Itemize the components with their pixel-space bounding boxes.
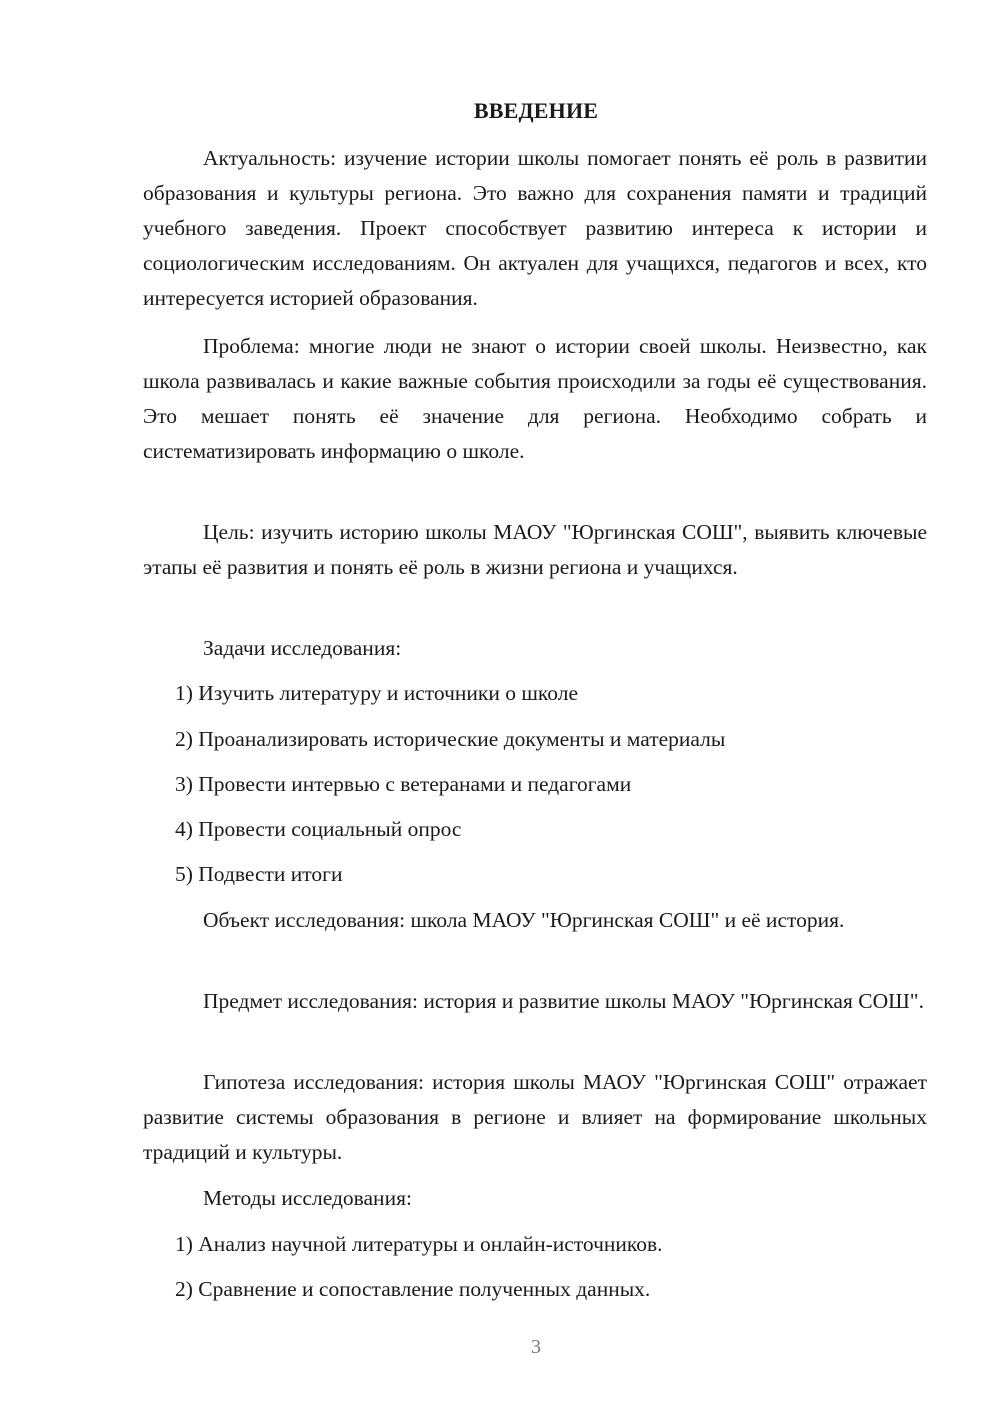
task-item	[143, 767, 927, 802]
paragraph-problem	[143, 329, 927, 469]
relevance-text: Актуальность: изучение истории школы помогает понять её роль в развитии образования и культуры региона. Это важно для сохранения памяти и традиций учебного заведения. Проект способствует развитию интереса к истории и социологическим исследованиям. Он актуален для учащихся, педагогов и всех, кто интересуется историей образования.	[143, 146, 927, 310]
task-item	[143, 812, 927, 847]
method-item-text: 2) Сравнение и сопоставление полученных данных.	[175, 1277, 651, 1301]
method-item-text: 1) Анализ научной литературы и онлайн-источников.	[175, 1232, 663, 1256]
paragraph-goal	[143, 515, 927, 585]
task-item-text: 5) Подвести итоги	[175, 862, 343, 886]
paragraph-object	[143, 903, 927, 938]
page-number: 3	[531, 1336, 541, 1358]
task-item-text: 1) Изучить литературу и источники о школе	[175, 681, 579, 705]
paragraph-hypothesis	[143, 1065, 927, 1170]
paragraph-subject	[143, 984, 927, 1019]
page-title: ВВЕДЕНИЕ	[473, 98, 599, 123]
method-item	[143, 1272, 927, 1307]
task-item-text: 4) Провести социальный опрос	[175, 817, 462, 841]
task-item	[143, 676, 927, 711]
methods-heading-text: Методы исследования:	[203, 1186, 412, 1210]
goal-text: Цель: изучить историю школы МАОУ "Юргинская СОШ", выявить ключевые этапы её развития и понять её роль в жизни региона и учащихся.	[143, 520, 927, 579]
task-item-text: 2) Проанализировать исторические документы и материалы	[175, 727, 726, 751]
hypothesis-text: Гипотеза исследования: история школы МАОУ "Юргинская СОШ" отражает развитие системы образования в регионе и влияет на формирование школьных традиций и культуры.	[143, 1070, 927, 1164]
method-item	[143, 1227, 927, 1262]
task-item	[143, 857, 927, 892]
problem-text: Проблема: многие люди не знают о истории своей школы. Неизвестно, как школа развивалась и какие важные события происходили за годы её существования. Это мешает понять её значение для региона. Необходимо собрать и систематизировать информацию о школе.	[143, 334, 927, 463]
paragraph-relevance	[143, 141, 927, 316]
methods-heading	[143, 1181, 927, 1216]
subject-text: Предмет исследования: история и развитие школы МАОУ "Юргинская СОШ".	[203, 989, 924, 1013]
task-item-text: 3) Провести интервью с ветеранами и педагогами	[175, 772, 632, 796]
tasks-heading	[143, 631, 927, 666]
task-item	[143, 722, 927, 757]
object-text: Объект исследования: школа МАОУ "Юргинская СОШ" и её история.	[203, 908, 845, 932]
tasks-heading-text: Задачи исследования:	[203, 636, 402, 660]
